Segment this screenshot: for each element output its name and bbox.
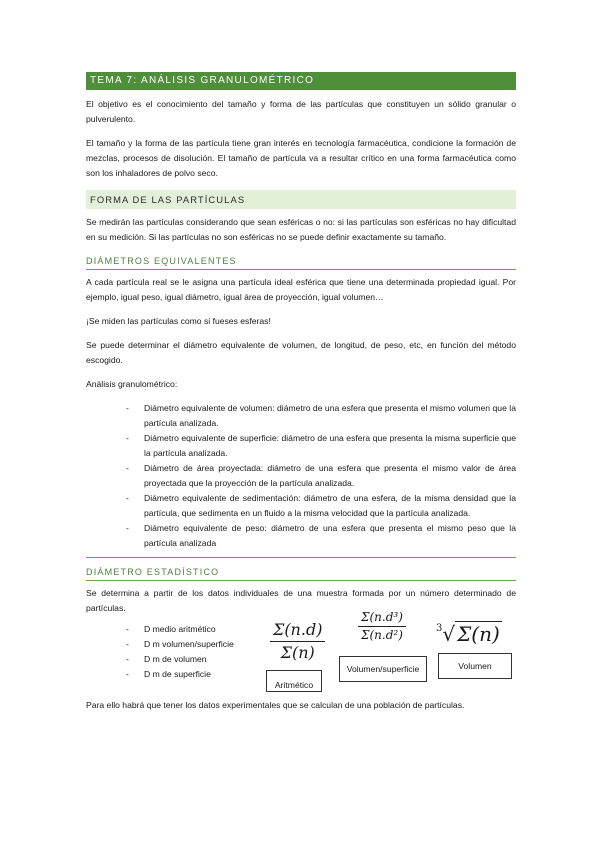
diametros-paragraph-2: ¡Se miden las partículas como si fueses esferas! [86, 316, 271, 326]
list-item: - Diámetro equivalente de peso: diámetro de una esfera que presenta el mismo peso que la partícula analizada [126, 521, 516, 551]
label-volumen-superficie: Volumen/superficie [339, 656, 427, 682]
formula-arithmetic-denominator: Σ(n) [280, 643, 315, 662]
section-heading-forma: FORMA DE LAS PARTÍCULAS [86, 190, 516, 209]
section-divider [86, 557, 516, 558]
list-item: - D m de volumen [126, 652, 296, 667]
list-item: - Diámetro de área proyectada: diámetro de una esfera que presenta el mismo valor de área proyectada que la proyección de la partícula analizada. [126, 461, 516, 491]
page-title: TEMA 7: ANÁLISIS GRANULOMÉTRICO [86, 72, 516, 90]
formula-volume [436, 622, 502, 646]
document-page [86, 72, 516, 722]
label-aritmetico: Aritmético [266, 670, 322, 692]
list-item: - D m de superficie [126, 667, 296, 682]
estadistico-list [86, 622, 296, 682]
list-item: - Diámetro equivalente de superficie: diámetro de una esfera que presenta la misma superficie que la partícula analizada. [126, 431, 516, 461]
diametros-paragraph-4: Análisis granulométrico: [86, 379, 178, 389]
estadistico-paragraph: Se determina a partir de los datos individuales de una muestra formada por un número determinado de partículas. [86, 588, 516, 613]
formula-volume-radicand: Σ(n) [457, 622, 500, 646]
label-volumen: Volumen [438, 653, 512, 679]
intro-paragraph-1: El objetivo es el conocimiento del tamaño y forma de las partículas que constituyen un sólido granular o pulverulento. [86, 99, 516, 124]
diametros-paragraph-3: Se puede determinar el diámetro equivalente de volumen, de longitud, de peso, etc, en función del método escogido. [86, 340, 516, 365]
intro-paragraph-2: El tamaño y la forma de las partícula tiene gran interés en tecnología farmacéutica, condicione la formación de mezclas, procesos de disolución. El tamaño de partícula va a resultar crítico en una forma farmacéutica como son los inhaladores de polvo seco. [86, 138, 516, 178]
formula-arithmetic-numerator: Σ(n.d) [270, 620, 325, 642]
closing-paragraph: Para ello habrá que tener los datos experimentales que se calculan de una población de partículas. [86, 700, 465, 710]
section-heading-estadistico: DIÁMETRO ESTADÍSTICO [86, 566, 516, 581]
diametros-paragraph-1: A cada partícula real se le asigna una partícula ideal esférica que tiene una determinada propiedad igual. Por ejemplo, igual peso, igual diámetro, igual área de proyección, igual volumen… [86, 277, 516, 302]
formula-volume-surface-denominator: Σ(n.d²) [361, 628, 403, 642]
formula-volume-surface-numerator: Σ(n.d³) [358, 610, 406, 627]
formula-arithmetic [270, 620, 325, 662]
root-icon: √ [442, 622, 456, 646]
list-item: - D m volumen/superficie [126, 637, 296, 652]
formula-volume-root-index: 3 [436, 623, 443, 635]
section-heading-diametros: DIÁMETROS EQUIVALENTES [86, 255, 516, 270]
forma-paragraph: Se medirán las partículas considerando que sean esféricas o no: si las partículas son esféricas no hay dificultad en su medición. Si las partículas no son esféricas no se puede definir exactamente su tamaño. [86, 217, 516, 242]
list-item: - Diámetro equivalente de volumen: diámetro de una esfera que presenta el mismo volumen que la partícula analizada. [126, 401, 516, 431]
statistical-diameters-block [86, 610, 516, 690]
list-item: - D medio aritmético [126, 622, 296, 637]
diametros-list [86, 401, 516, 551]
list-item: - Diámetro equivalente de sedimentación: diámetro de una esfera, de la misma densidad que la partícula, que sedimenta en un fluido a la misma velocidad que la partícula analizada. [126, 491, 516, 521]
formula-volume-surface [358, 610, 406, 642]
